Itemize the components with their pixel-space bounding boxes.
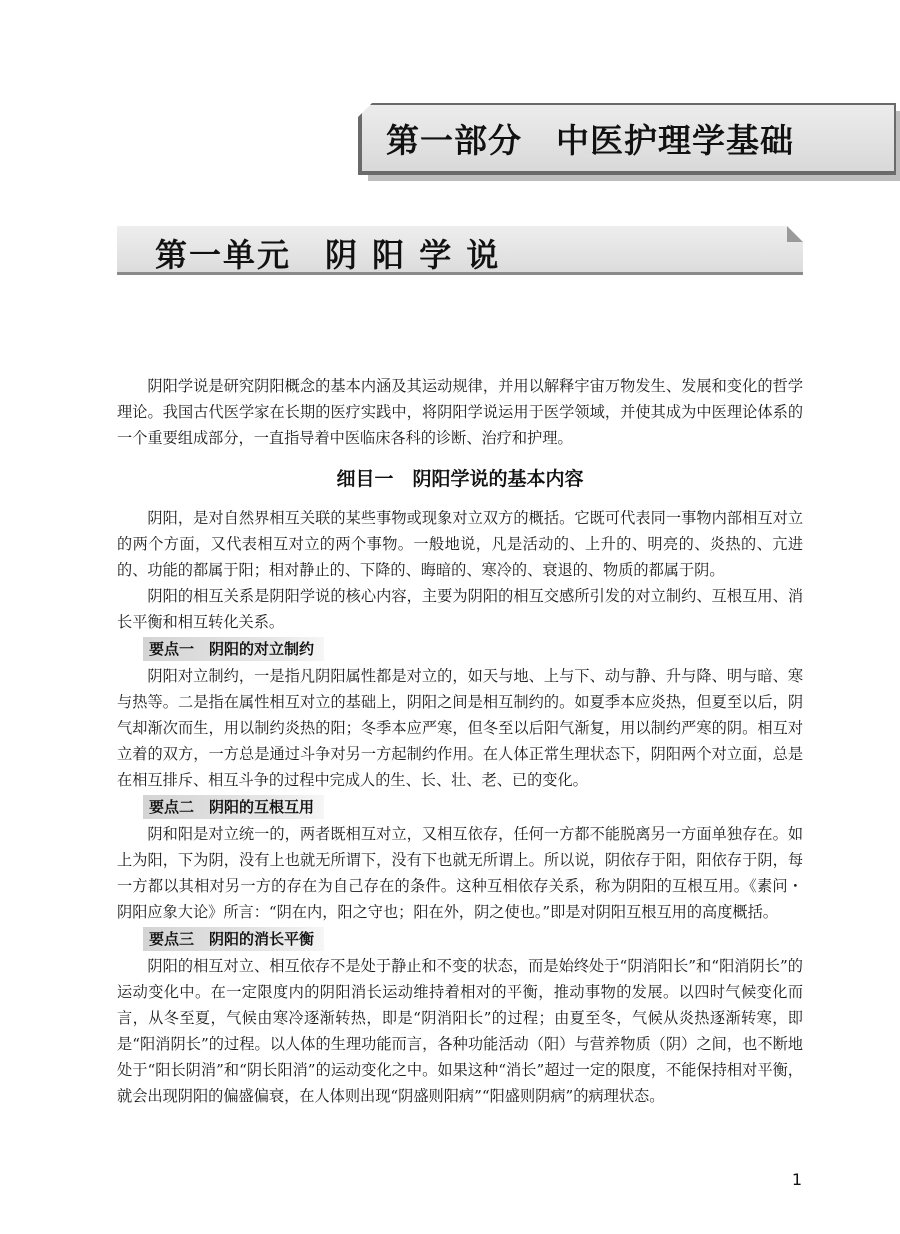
intro-paragraph: 阴阳学说是研究阴阳概念的基本内涵及其运动规律，并用以解释宇宙万物发生、发展和变化的哲学理论。我国古代医学家在长期的医疗实践中，将阴阳学说运用于医学领域，并使其成为中医理论体系的一个重要组成部分，一直指导着中医临床各科的诊断、治疗和护理。 — [117, 377, 803, 447]
keypoint-1-text: 阴阳对立制约，一是指凡阴阳属性都是对立的，如天与地、上与下、动与静、升与降、明与暗、寒与热等。二是指在属性相互对立的基础上，阴阳之间是相互制约的。如夏季本应炎热，但夏至以后，阴气却渐次而生，用以制约炎热的阳；冬季本应严寒，但冬至以后阳气渐复，用以制约严寒的阴。相互对立着的双方，一方总是通过斗争对另一方起制约作用。在人体正常生理状态下，阴阳两个对立面，总是在相互排斥、相互斗争的过程中完成人的生、长、壮、老、已的变化。 — [117, 667, 803, 789]
keypoint-2-label: 要点二 阴阳的互根互用 — [143, 795, 324, 819]
page-number: 1 — [791, 1170, 802, 1189]
keypoint-2 — [117, 793, 803, 925]
keypoint-1 — [117, 635, 803, 793]
keypoint-3-label: 要点三 阴阳的消长平衡 — [143, 927, 324, 951]
part-banner — [358, 103, 896, 175]
section-paragraph-1: 阴阳，是对自然界相互关联的某些事物或现象对立双方的概括。它既可代表同一事物内部相互对立的两个方面，又代表相互对立的两个事物。一般地说，凡是活动的、上升的、明亮的、炎热的、亢进的、功能的都属于阳；相对静止的、下降的、晦暗的、寒冷的、衰退的、物质的都属于阴。 — [117, 509, 803, 579]
unit-title: 第一单元 阴 阳 学 说 — [155, 236, 501, 274]
keypoint-3 — [117, 925, 803, 1109]
unit-banner — [117, 226, 803, 275]
unit-banner-corner-fold — [787, 226, 803, 242]
part-title: 第一部分 中医护理学基础 — [386, 121, 794, 160]
part-banner-corner-fold — [356, 101, 374, 119]
keypoint-2-text: 阴和阳是对立统一的，两者既相互对立，又相互依存，任何一方都不能脱离另一方面单独存在。如上为阳，下为阴，没有上也就无所谓下，没有下也就无所谓上。所以说，阴依存于阳，阳依存于阴，每一方都以其相对另一方的存在为自己存在的条件。这种互相依存关系，称为阴阳的互根互用。《素问・阴阳应象大论》所言：“阴在内，阳之守也；阳在外，阴之使也。”即是对阴阳互根互用的高度概括。 — [117, 825, 803, 921]
keypoint-1-label: 要点一 阴阳的对立制约 — [143, 637, 324, 661]
section-heading: 细目一 阴阳学说的基本内容 — [336, 468, 584, 490]
keypoint-3-text: 阴阳的相互对立、相互依存不是处于静止和不变的状态，而是始终处于“阴消阳长”和“阳消阴长”的运动变化中。在一定限度内的阴阳消长运动维持着相对的平衡，推动事物的发展。以四时气候变化而言，从冬至夏，气候由寒冷逐渐转热，即是“阴消阳长”的过程；由夏至冬，气候从炎热逐渐转寒，即是“阳消阴长”的过程。以人体的生理功能而言，各种功能活动（阳）与营养物质（阴）之间，也不断地处于“阳长阴消”和“阴长阳消”的运动变化之中。如果这种“消长”超过一定的限度，不能保持相对平衡，就会出现阴阳的偏盛偏衰，在人体则出现“阴盛则阳病”“阳盛则阴病”的病理状态。 — [117, 957, 803, 1105]
page-content — [117, 373, 803, 1109]
section-paragraph-2: 阴阳的相互关系是阴阳学说的核心内容，主要为阴阳的相互交感所引发的对立制约、互根互用、消长平衡和相互转化关系。 — [117, 587, 803, 631]
